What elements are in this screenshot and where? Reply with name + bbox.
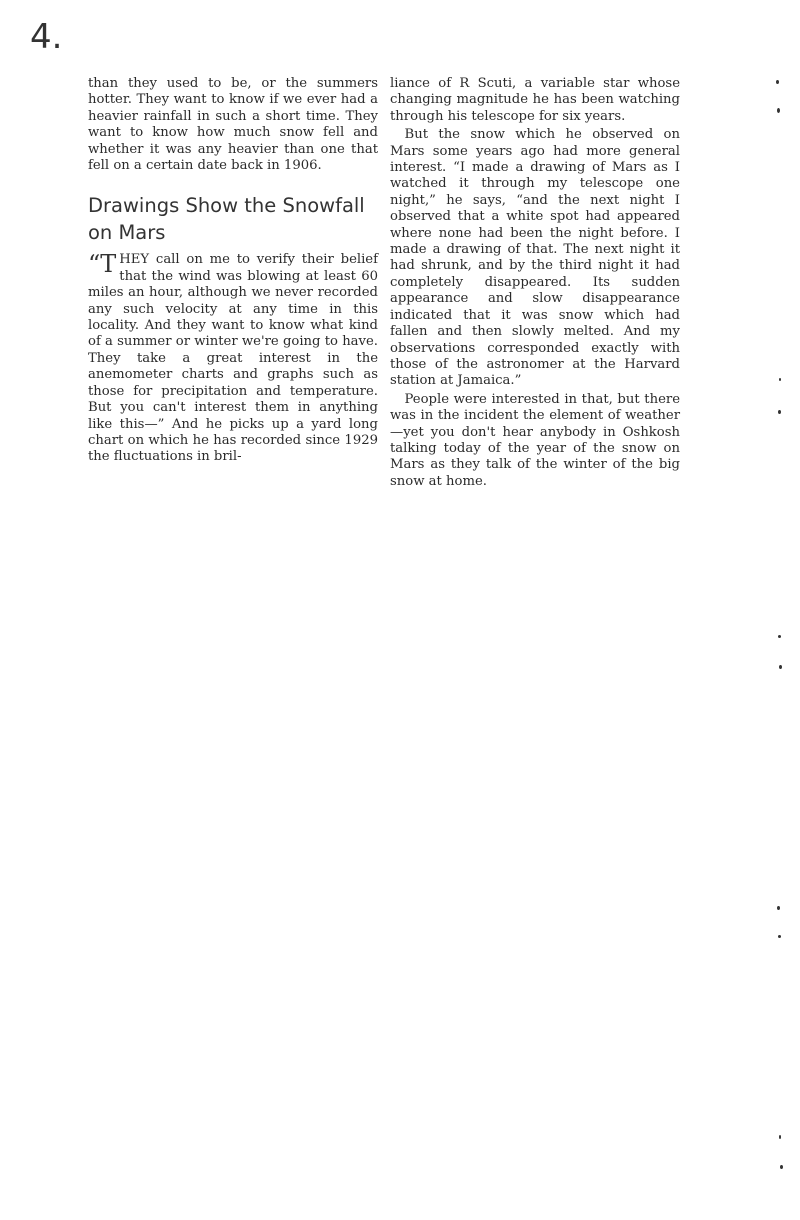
scan-speck	[778, 935, 781, 938]
right-column-paragraph-2: But the snow which he observed on Mars some years ago had more general interest. “I made a drawing of Mars as I watched it through my telescope one night,” he says, “and the next night I observed that a white spot had appeared where none had been the night before. I made a drawing of that. The next night it had shrunk, and by the third night it had completely disappeared. Its sudden appearance and slow disappearance indicated that it was snow which had fallen and then slowly melted. And my observations corresponded exactly with those of the astronomer at the Harvard station at Jamaica.”	[390, 127, 680, 389]
drop-cap-letter: T	[100, 250, 117, 279]
lead-paragraph	[88, 252, 378, 465]
scan-speck	[777, 906, 780, 910]
right-column-paragraph-1: liance of R Scuti, a variable star whose changing magnitude he has been watching through his telescope for six years.	[390, 76, 680, 124]
scan-speck	[779, 1135, 781, 1139]
article-subheadline: Drawings Show the Snowfall on Mars	[88, 194, 365, 245]
scan-speck	[780, 1165, 783, 1169]
scan-speck	[776, 80, 779, 84]
lead-paragraph-text: HEY call on me to verify their belief that the wind was blowing at least 60 miles an hour, although we never recorded any such velocity at any time in this locality. And they want to know what kind of a summer or winter we're going to have. They take a great interest in the anemometer charts and graphs such as those for precipitation and temperature. But you can't interest them in anything like this—” And he picks up a yard long chart on which he has recorded since 1929 the fluctuations in bril-	[88, 252, 378, 465]
scan-speck	[777, 108, 780, 113]
scan-speck	[778, 410, 781, 414]
page-number: 4.	[30, 17, 63, 57]
right-column	[390, 76, 680, 490]
drop-cap	[88, 250, 117, 279]
scan-speck	[779, 665, 782, 669]
scan-speck	[778, 635, 781, 638]
scan-speck	[779, 378, 781, 381]
opening-quote-mark: “	[88, 250, 101, 279]
right-column-paragraph-3: People were interested in that, but there was in the incident the element of weather—yet you don't hear anybody in Oshkosh talking today of the year of the snow on Mars as they talk of the winter of the big snow at home.	[390, 391, 680, 489]
left-column-paragraph: than they used to be, or the summers hotter. They want to know if we ever had a heavier rainfall in such a short time. They want to know how much snow fell and whether it was any heavier than one that fell on a certain date back in 1906.	[88, 76, 378, 174]
left-column	[88, 76, 378, 466]
